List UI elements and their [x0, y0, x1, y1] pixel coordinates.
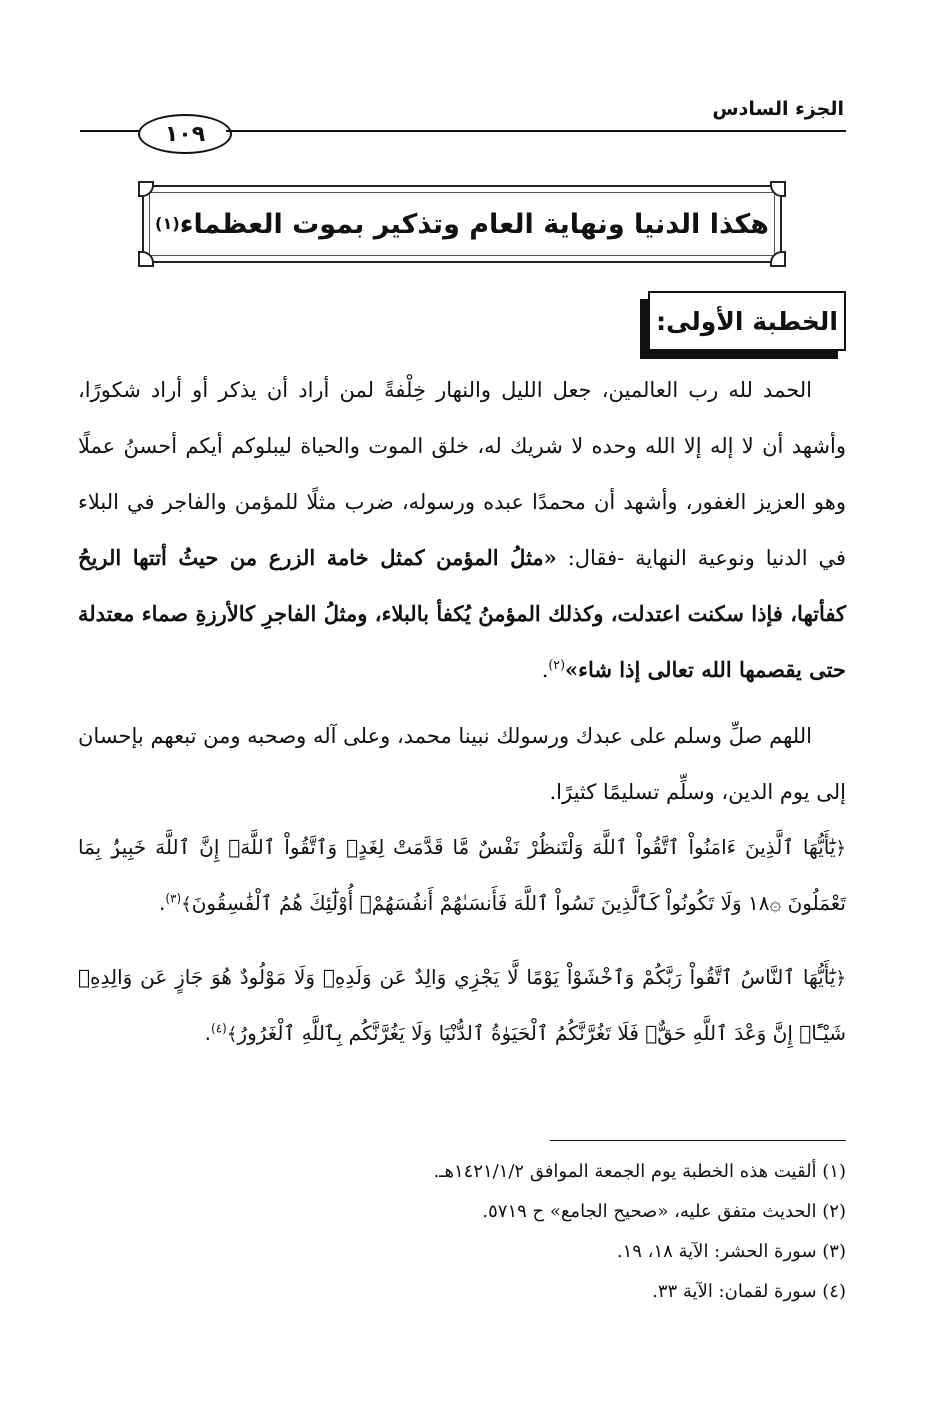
footnote-rule	[550, 1140, 846, 1141]
running-title: الجزء السادس	[712, 98, 844, 120]
paragraph-text: الحمد لله رب العالمين، جعل الليل والنهار خِلْفةً لمن أراد أن يذكر أو أراد شكورًا، وأشهد أن لا إله إلا الله وحده لا شريك له، خلق الموت والحياة ليبلوكم أيكم أحسنُ عملًا وهو العزيز الغفور، وأشهد أن محمدًا عبده ورسوله، ضرب مثلًا للمؤمن والفاجر في البلاء في الدنيا ونوعية النهاية -فقال:	[78, 378, 846, 570]
footnote-1: (١) ألقيت هذه الخطبة يوم الجمعة الموافق ١٤٢١/١/٢هـ.	[433, 1161, 846, 1182]
chapter-title-text: هكذا الدنيا ونهاية العام وتذكير بموت العظماء	[179, 208, 769, 240]
quran-open-bracket: ﴿	[835, 968, 846, 989]
page-number: ١٠٩	[138, 114, 232, 154]
footnotes	[78, 1152, 846, 1312]
quran-verse-2: ﴿يَٰٓأَيُّهَا ٱلنَّاسُ ٱتَّقُواْ رَبَّكُمْ وَٱخْشَوْاْ يَوْمًا لَّا يَجْزِي وَالِدٌ عَن وَلَدِهِۦ وَلَا مَوْلُودٌ هُوَ جَازٍ عَن وَالِدِهِۦ شَيْـًٔاۚ إِنَّ وَعْدَ ٱللَّهِ حَقٌّۖ فَلَا تَغُرَّنَّكُمُ ٱلْحَيَوٰةُ ٱلدُّنْيَا وَلَا يَغُرَّنَّكُم بِٱللَّهِ ٱلْغَرُورُ﴾$^{(٤)}$.	[78, 965, 846, 1045]
chapter-title: هكذا الدنيا ونهاية العام وتذكير بموت العظماء (١)	[155, 208, 769, 240]
opening-paragraph: الحمد لله رب العالمين، جعل الليل والنهار خِلْفةً لمن أراد أن يذكر أو أراد شكورًا، وأشهد أن لا إله إلا الله وحده لا شريك له، خلق الموت والحياة ليبلوكم أيكم أحسنُ عملًا وهو العزيز الغفور، وأشهد أن محمدًا عبده ورسوله، ضرب مثلًا للمؤمن والفاجر في البلاء في الدنيا ونوعية النهاية -فقال: «مثلُ المؤمن كمثل خامة الزرع من حيثُ أتتها الريحُ كفأتها، فإذا سكنت اعتدلت، وكذلك المؤمنُ يُكفأ بالبلاء، ومثلُ الفاجرِ كالأرزةِ صماء معتدلة حتى يقصمها الله تعالى إذا شاء»$^{(٢)}$.	[78, 378, 846, 682]
footnote-marker: (٤)	[211, 1021, 227, 1036]
paragraph-text: اللهم صلِّ وسلم على عبدك ورسولك نبينا محمد، وعلى آله وصحبه ومن تبعهم بإحسان إلى يوم الدين، وسلِّم تسليمًا كثيرًا.	[78, 724, 846, 804]
quran-open-bracket: ﴿	[835, 838, 846, 859]
quran-close-bracket: ﴾	[226, 1024, 238, 1045]
section-heading: الخطبة الأولى:	[648, 291, 846, 351]
chapter-title-frame	[142, 185, 782, 263]
quran-verse-1: ﴿يَٰٓأَيُّهَا ٱلَّذِينَ ءَامَنُواْ ٱتَّقُواْ ٱللَّهَ وَلْتَنظُرْ نَفْسٌ مَّا قَدَّمَتْ لِغَدٍۖ وَٱتَّقُواْ ٱللَّهَۚ إِنَّ ٱللَّهَ خَبِيرُۢ بِمَا تَعْمَلُونَ ۞١٨ وَلَا تَكُونُواْ كَٱلَّذِينَ نَسُواْ ٱللَّهَ فَأَنسَىٰهُمْ أَنفُسَهُمْۚ أُوْلَٰٓئِكَ هُمُ ٱلْفَٰسِقُونَ﴾$^{(٣)}$.	[78, 835, 846, 915]
verse-text: يَٰٓأَيُّهَا ٱلنَّاسُ ٱتَّقُواْ رَبَّكُمْ وَٱخْشَوْاْ يَوْمًا لَّا يَجْزِي وَالِدٌ عَن وَلَدِهِۦ وَلَا مَوْلُودٌ هُوَ جَازٍ عَن وَالِدِهِۦ شَيْـًٔاۚ إِنَّ وَعْدَ ٱللَّهِ حَقٌّۖ فَلَا تَغُرَّنَّكُمُ ٱلْحَيَوٰةُ ٱلدُّنْيَا وَلَا يَغُرَّنَّكُم بِٱللَّهِ ٱلْغَرُورُ	[78, 965, 846, 1045]
footnote-marker: (٣)	[165, 891, 182, 906]
verse-text: يَٰٓأَيُّهَا ٱلَّذِينَ ءَامَنُواْ ٱتَّقُواْ ٱللَّهَ وَلْتَنظُرْ نَفْسٌ مَّا قَدَّمَتْ لِغَدٍۖ وَٱتَّقُواْ ٱللَّهَۚ إِنَّ ٱللَّهَ خَبِيرُۢ بِمَا تَعْمَلُونَ ۞١٨ وَلَا تَكُونُواْ كَٱلَّذِينَ نَسُواْ ٱللَّهَ فَأَنسَىٰهُمْ أَنفُسَهُمْۚ أُوْلَٰٓئِكَ هُمُ ٱلْفَٰسِقُونَ	[78, 835, 846, 915]
header-rule	[80, 130, 140, 132]
footnote-3: (٣) سورة الحشر: الآية ١٨، ١٩.	[616, 1241, 846, 1262]
footnote-4: (٤) سورة لقمان: الآية ٣٣.	[652, 1281, 846, 1302]
quran-close-bracket: ﴾	[181, 894, 192, 915]
footnote-marker: (٢)	[548, 657, 565, 672]
hadith-text: «مثلُ المؤمن كمثل خامة الزرع من حيثُ أتتها الريحُ كفأتها، فإذا سكنت اعتدلت، وكذلك المؤمنُ يُكفأ بالبلاء، ومثلُ الفاجرِ كالأرزةِ صماء معتدلة حتى يقصمها الله تعالى إذا شاء»	[78, 545, 846, 682]
footnote-2: (٢) الحديث متفق عليه، «صحيح الجامع» ح ٥٧١٩.	[482, 1201, 846, 1222]
header-rule	[226, 130, 846, 132]
salutation-paragraph	[78, 708, 846, 820]
